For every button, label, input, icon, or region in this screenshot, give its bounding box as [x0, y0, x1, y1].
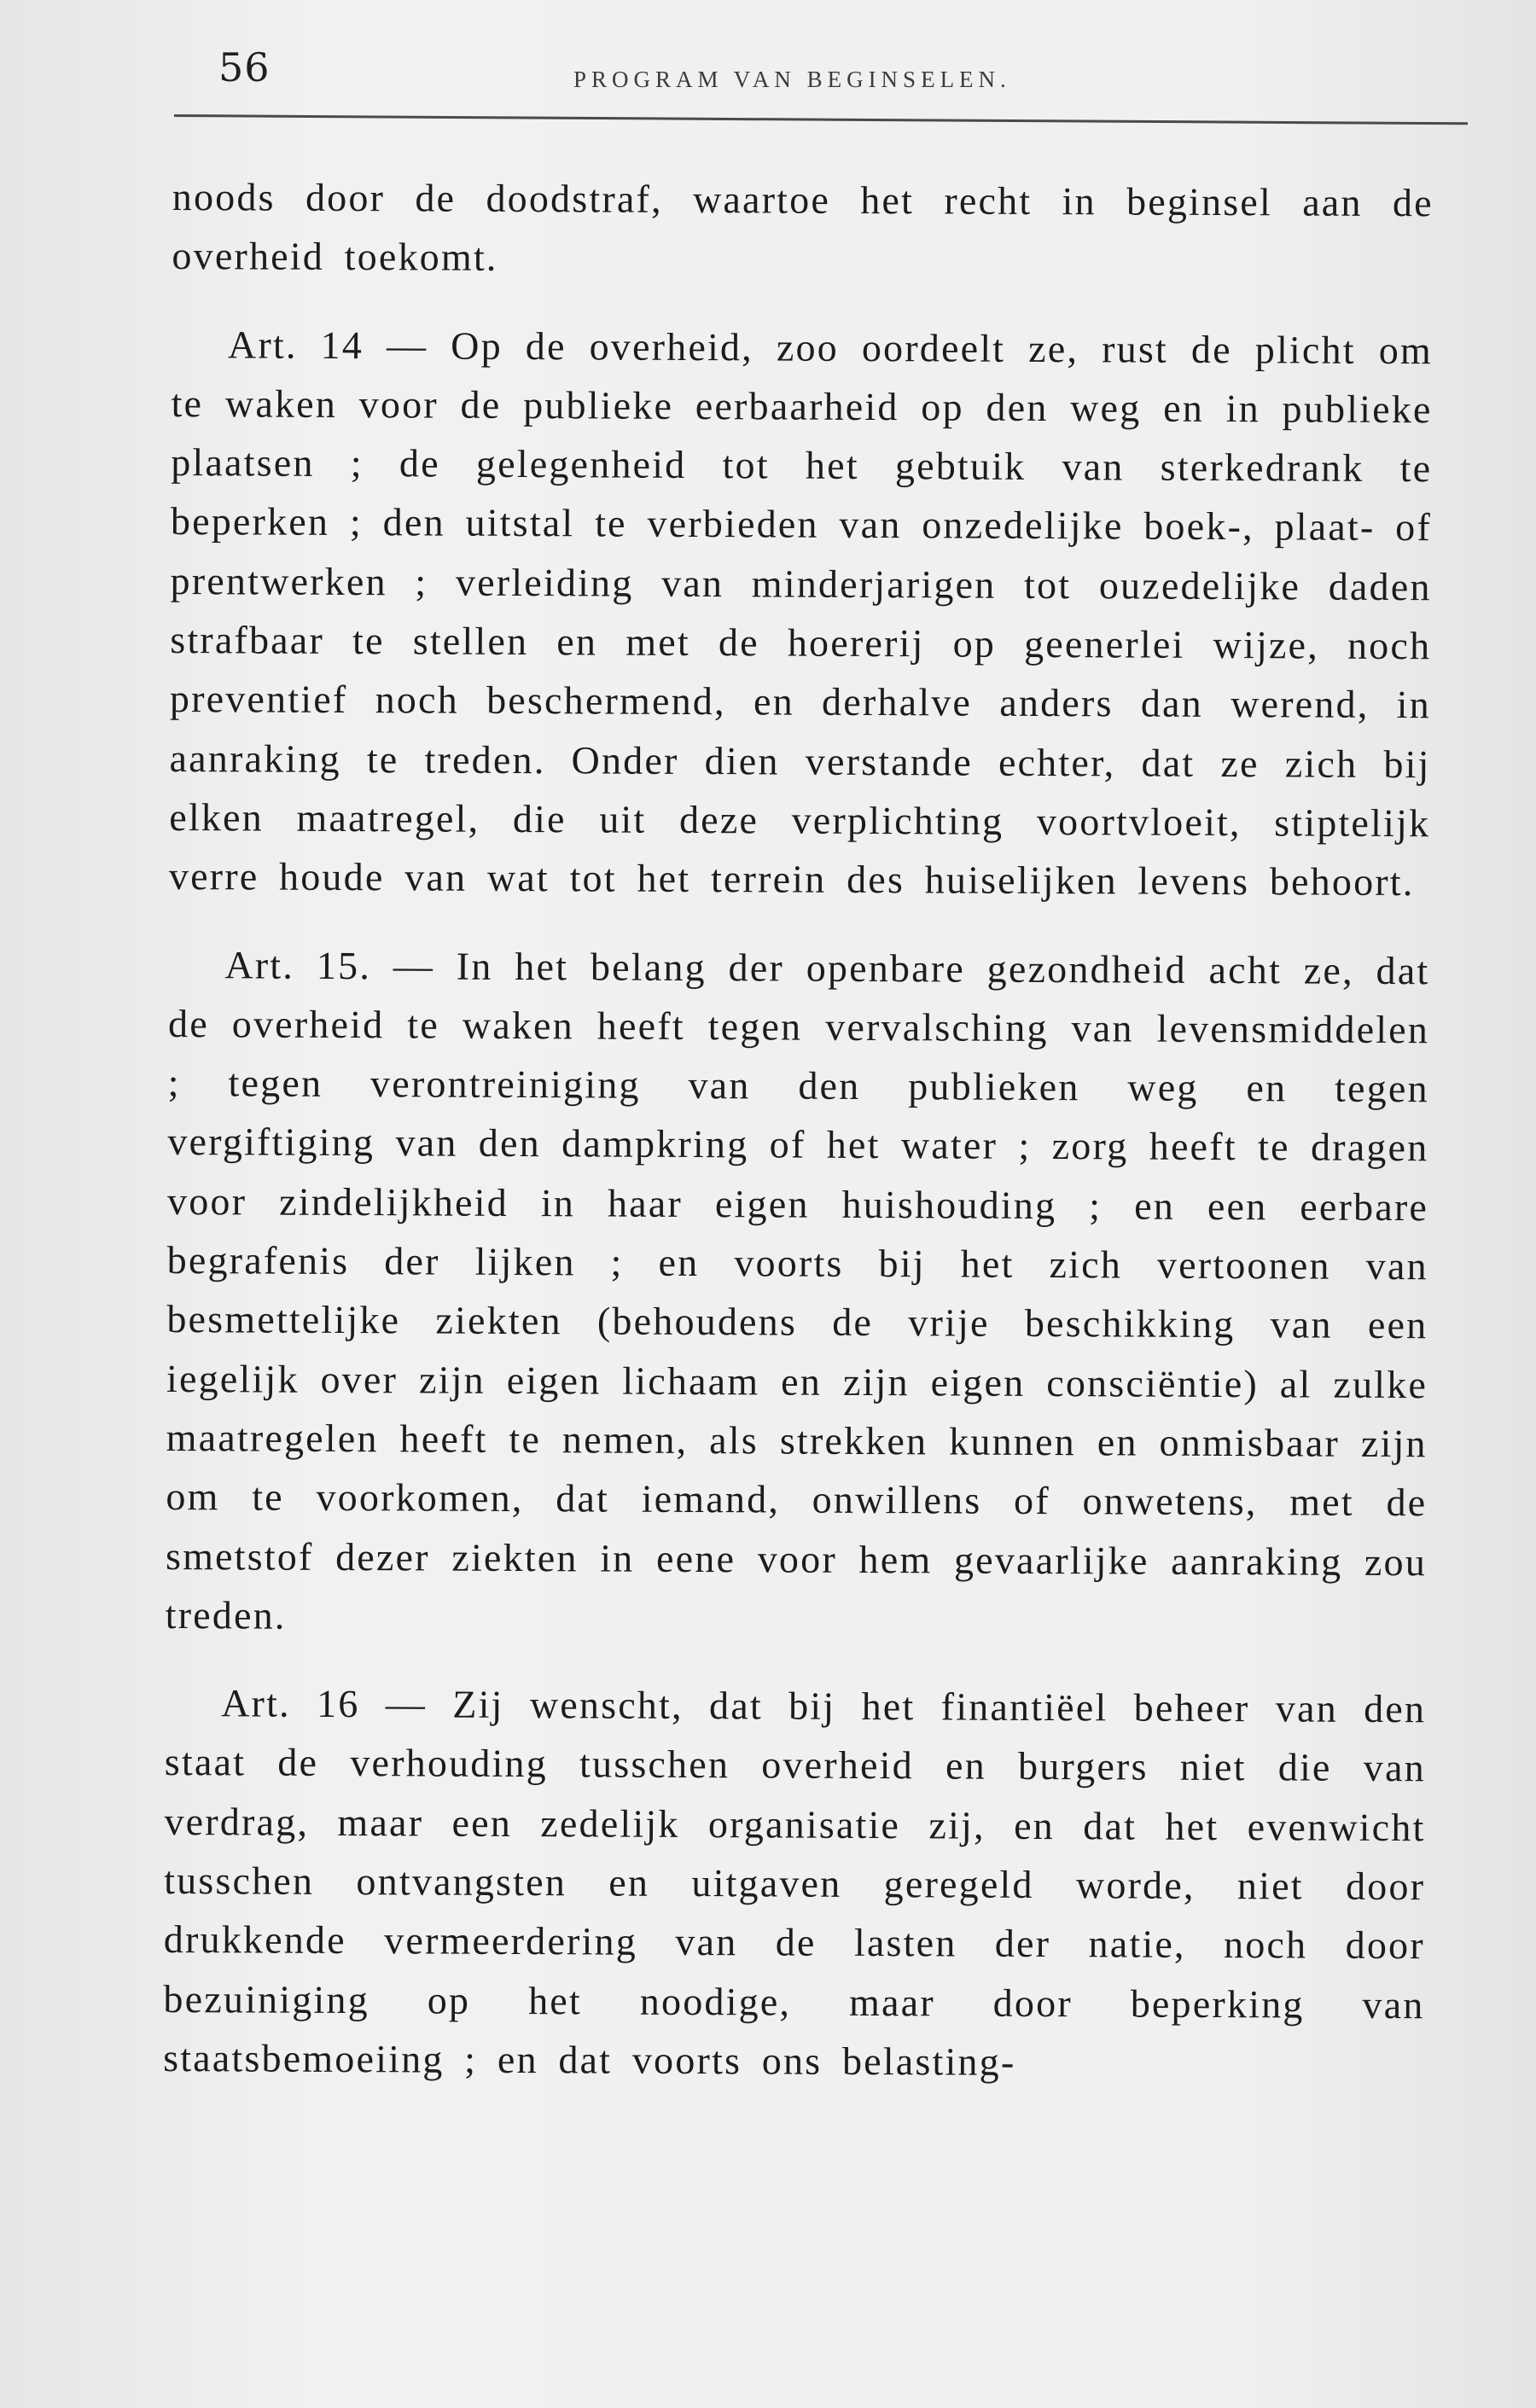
paragraph-art-16: Art. 16 — Zij wenscht, dat bij het finantiëel beheer van den staat de verhouding tusschen overheid en burgers niet die van verdrag, maar een zedelijk organisatie zij, en dat het evenwicht tusschen ontvangsten en uitgaven geregeld worde, niet door drukkende vermeerdering van de lasten der natie, noch door bezuiniging op het noodige, maar door beperking van staatsbemoeiing ; en dat voorts ons belasting- [163, 1681, 1427, 2084]
page-number: 56 [218, 44, 271, 90]
page-header [171, 44, 1468, 113]
running-head: PROGRAM VAN BEGINSELEN. [573, 67, 1011, 92]
paragraph-art-15: Art. 15. — In het belang der openbare gezondheid acht ze, dat de overheid te waken heeft tegen vervalsching van levensmiddelen ; tegen verontreiniging van den publieken weg en tegen vergiftiging van den dampkring of het water ; zorg heeft te dragen voor zindelijkheid in haar eigen huishouding ; en een eerbare begrafenis der lijken ; en voorts bij het zich vertoonen van besmettelijke ziekten (behoudens de vrije beschikking van een iegelijk over zijn eigen lichaam en zijn eigen consciëntie) al zulke maatregelen heeft te nemen, als strekken kunnen en onmisbaar zijn om te voorkomen, dat iemand, onwillens of onwetens, met de smetstof dezer ziekten in eene voor hem gevaarlijke aanraking zou treden. [165, 942, 1430, 1637]
paragraph-art-14: Art. 14 — Op de overheid, zoo oordeelt ze, rust de plicht om te waken voor de publieke eerbaarheid op den weg en in publieke plaatsen ; de gelegenheid tot het gebtuik van sterkedrank te beperken ; den uitstal te verbieden van onzedelijke boek-, plaat- of prentwerken ; verleiding van minderjarigen tot ouzedelijke daden strafbaar te stellen en met de hoererij op geenerlei wijze, noch preventief noch beschermend, en derhalve anders dan werend, in aanraking te treden. Onder dien verstande echter, dat ze zich bij elken maatregel, die uit deze verplichting voortvloeit, stiptelijk verre houde van wat tot het terrein des huiselijken levens behoort. [168, 322, 1434, 904]
header-rule [174, 114, 1468, 125]
paragraph-continuation: noods door de doodstraf, waartoe het recht in beginsel aan de overheid toekomt. [172, 174, 1434, 280]
text-body [163, 167, 1434, 2093]
